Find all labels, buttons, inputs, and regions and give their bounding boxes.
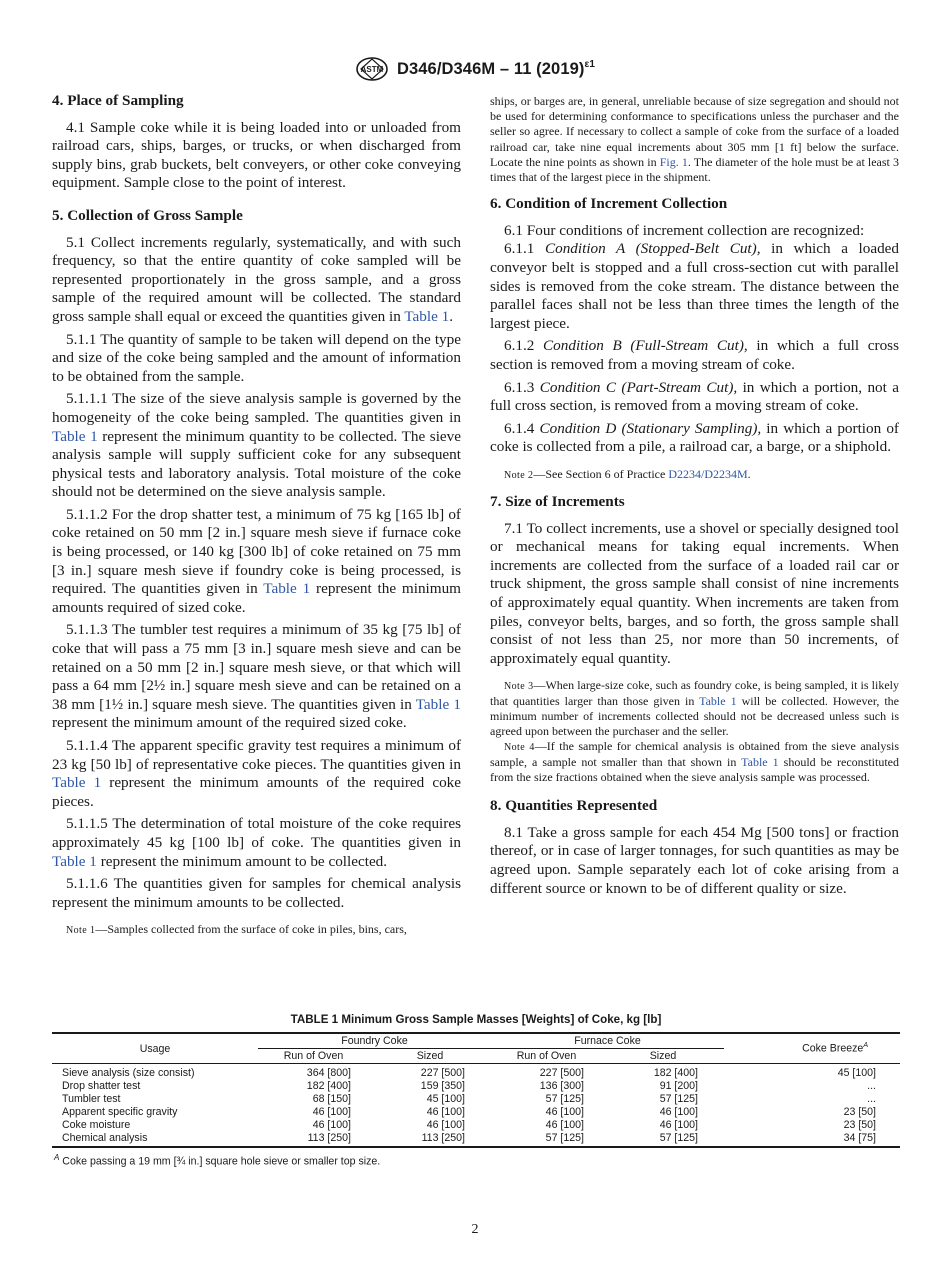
- table-1: [52, 1013, 900, 1168]
- table-footnote: $^A$ Coke passing a 19 mm [¾ in.] square hole sieve or smaller top size.: [54, 1153, 381, 1168]
- table-1-link[interactable]: Table 1: [52, 427, 98, 445]
- col-group-foundry: Foundry Coke: [258, 1033, 491, 1049]
- paragraph-5-1-1-6: 5.1.1.6 The quantities given for samples for chemical analysis represent the minimum amounts to be collected.: [52, 875, 461, 911]
- table-1-link[interactable]: Table 1: [404, 307, 450, 325]
- table-1-link[interactable]: Table 1: [52, 774, 102, 792]
- cell-fu-sized: 57 [125]: [602, 1132, 724, 1147]
- cell-f-sized: 46 [100]: [426, 1106, 465, 1118]
- table-row: [52, 1093, 900, 1106]
- table-caption: TABLE 1 Minimum Gross Sample Masses [Weights] of Coke, kg [lb]: [290, 1013, 662, 1026]
- paragraph-6-1-2: 6.1.2 Condition B (Full-Stream Cut), in which a full cross section is removed from a moving stream of coke.: [490, 337, 899, 373]
- paragraph-6-1-1: 6.1.1 Condition A (Stopped-Belt Cut), in which a loaded conveyor belt is stopped and a full cross-section cut with parallel sides is removed from the coke stream. The distance between the parallel faces shall not be less than three times the length of the largest piece.: [490, 240, 900, 332]
- cell-fu-run: 136 [300]: [539, 1080, 584, 1092]
- paragraph-8-1: 8.1 Take a gross sample for each 454 Mg [500 tons] or fraction thereof, or in case of larger tonnages, for such quantities as may be agreed upon. Sample separately each lot of coke arising from a different source or known to be of different quality or size.: [490, 823, 899, 897]
- cell-f-run: 182 [400]: [306, 1080, 351, 1092]
- col-header-usage: Usage: [52, 1033, 258, 1064]
- paragraph-5-1-1-1: 5.1.1.1 The size of the sieve analysis sample is governed by the homogeneity of the coke being sampled. The quantities given in Table 1 represent the minimum quantity to be collected. The sieve analysis sample will supply sufficient coke for any subsequent physical tests and laboratory analysis. Total moisture of the coke should not be determined on the sieve analysis sample.: [52, 390, 461, 501]
- col-group-furnace: Furnace Coke: [491, 1033, 724, 1049]
- cell-usage: Apparent specific gravity: [62, 1106, 178, 1118]
- cell-usage: Tumbler test: [62, 1093, 121, 1105]
- table-row: [52, 1132, 900, 1147]
- section-4-heading: 4. Place of Sampling: [52, 92, 184, 109]
- paragraph-5-1-1-4: 5.1.1.4 The apparent specific gravity test requires a minimum of 23 kg [50 lb] of representative coke pieces. The quantities given in Table 1 represent the minimum amounts of the required coke pieces.: [52, 737, 461, 810]
- cell-fu-run: 57 [125]: [545, 1093, 584, 1105]
- paragraph-6-1-4: 6.1.4 Condition D (Stationary Sampling), in which a portion of coke is collected from a pile, a railroad car, a barge, or a shiphold.: [490, 419, 899, 456]
- note-1-continued: ships, or barges are, in general, unreliable because of size segregation and should not be used for determining conformance to specifications unless the purchaser and the seller so agree. If necessary to collect a sample of coke from the surface of a loaded railroad car, take nine equal increments about 305 mm [1 ft] below the surface. Locate the nine points as shown in Fig. 1. The diameter of the hole must be at least 3 times that of the largest piece in the shipment.: [490, 94, 899, 185]
- section-8-heading: 8. Quantities Represented: [490, 797, 658, 815]
- cell-breeze: ...: [867, 1080, 876, 1092]
- designation-superscript: ε1: [584, 59, 595, 70]
- cell-fu-sized: 91 [200]: [659, 1080, 698, 1092]
- note-4: Note 4—If the sample for chemical analysis is obtained from the sieve analysis sample, a sample not smaller than that shown in Table 1 should be reconstituted from the size fractions obtained when the sieve analysis sample was processed.: [490, 739, 899, 785]
- cell-fu-run: 46 [100]: [545, 1106, 584, 1118]
- cell-fu-sized: 57 [125]: [659, 1093, 698, 1105]
- page-header: [0, 56, 950, 84]
- section-6-heading: 6. Condition of Increment Collection: [490, 195, 728, 213]
- table-row: [52, 1106, 900, 1119]
- cell-usage: Chemical analysis: [52, 1132, 258, 1147]
- col-header-foundry-run: Run of Oven: [258, 1049, 369, 1064]
- left-column: [52, 92, 461, 938]
- note-1-label: Note 1: [66, 925, 96, 937]
- cell-f-run: 364 [800]: [306, 1067, 351, 1079]
- astm-logo-text: ASTM: [360, 65, 384, 74]
- cell-fu-run: 57 [125]: [491, 1132, 602, 1147]
- col-header-furnace-run: Run of Oven: [491, 1049, 602, 1064]
- col-header-foundry-sized: Sized: [369, 1049, 491, 1064]
- cell-f-sized: 159 [350]: [420, 1080, 465, 1092]
- paragraph-7-1: 7.1 To collect increments, use a shovel or specially designed tool or mechanical means for taking equal increments. When increments are collected from the surface of a loaded rail car or truck shipment, the gross sample shall consist of nine increments of approximately equal quantity. When increments are taken from piles, conveyor belts, barges, and so forth, the gross sample shall consist of not less than 25, nor more than 50 increments, of approximately equal quantity.: [490, 519, 899, 667]
- cell-f-run: 46 [100]: [312, 1106, 351, 1118]
- paragraph-6-1: 6.1 Four conditions of increment collection are recognized:: [504, 221, 865, 239]
- page-number: 2: [471, 1222, 479, 1237]
- cell-f-run: 46 [100]: [312, 1119, 351, 1131]
- cell-f-sized: 45 [100]: [426, 1093, 465, 1105]
- paragraph-5-1-1-2: 5.1.1.2 For the drop shatter test, a minimum of 75 kg [165 lb] of coke retained on 50 mm [2 in.] square mesh sieve if furnace coke is being processed, or 140 kg [300 lb] of coke retained on 75 mm [3 in.] square mesh sieve if foundry coke is being processed, is required. The quantities given in Table 1 represent the minimum amounts required of sized coke.: [52, 505, 461, 616]
- cell-f-run: 113 [250]: [258, 1132, 369, 1147]
- col-header-furnace-sized: Sized: [602, 1049, 724, 1064]
- section-7-heading: 7. Size of Increments: [490, 492, 625, 510]
- paragraph-6-1-3: 6.1.3 Condition C (Part-Stream Cut), in which a portion, not a full cross section, is removed from a moving stream of coke.: [490, 378, 899, 415]
- table-1-link[interactable]: Table 1: [741, 755, 779, 770]
- cell-breeze: 23 [50]: [843, 1106, 876, 1118]
- cell-fu-run: 227 [500]: [539, 1067, 584, 1079]
- note-2-label: Note 2: [504, 469, 534, 481]
- paragraph-5-1: 5.1 Collect increments regularly, systematically, and with such frequency, so that the entire quantity of coke sampled will be represented proportionately in the gross sample, and a gross sample of the required amount will be collected. The standard gross sample shall equal or exceed the quantities given in Table 1.: [52, 233, 461, 325]
- cell-f-sized: 113 [250]: [369, 1132, 491, 1147]
- table-1-link[interactable]: Table 1: [699, 694, 737, 709]
- cell-fu-sized: 182 [400]: [653, 1067, 698, 1079]
- cell-f-run: 68 [150]: [312, 1093, 351, 1105]
- cell-usage: Coke moisture: [62, 1119, 131, 1131]
- cell-fu-sized: 46 [100]: [659, 1106, 698, 1118]
- cell-breeze: ...: [867, 1093, 876, 1105]
- note-3: Note 3—When large-size coke, such as foundry coke, is being sampled, it is likely that quantities larger than those given in Table 1 will be collected. However, the minimum number of increments collected should not be decreased unless such is agreed upon between the purchaser and the seller.: [490, 678, 899, 739]
- cell-breeze: 34 [75]: [724, 1132, 900, 1147]
- cell-f-sized: 46 [100]: [426, 1119, 465, 1131]
- paragraph-4-1: 4.1 Sample coke while it is being loaded into or unloaded from railroad cars, ships, barges, or trucks, or when discharged from supply bins, grab buckets, belt conveyers, or other coke conveying equipment. Sample close to the point of interest.: [52, 118, 461, 192]
- cell-usage: Drop shatter test: [62, 1080, 141, 1092]
- practice-d2234-link[interactable]: D2234/D2234M: [668, 466, 748, 481]
- cell-fu-run: 46 [100]: [545, 1119, 584, 1131]
- paragraph-5-1-1-5: 5.1.1.5 The determination of total moisture of the coke requires approximately 45 kg [100 lb] of coke. The quantities given in Table 1 represent the minimum amount to be collected.: [52, 815, 461, 870]
- cell-f-sized: 227 [500]: [420, 1067, 465, 1079]
- col-header-breeze: Coke Breeze$^A$: [724, 1033, 900, 1064]
- table-row: [52, 1064, 900, 1081]
- cell-breeze: 23 [50]: [843, 1119, 876, 1131]
- table-row: [52, 1119, 900, 1132]
- figure-1-link[interactable]: Fig. 1: [659, 154, 688, 169]
- section-5-heading: 5. Collection of Gross Sample: [52, 206, 243, 224]
- cell-fu-sized: 46 [100]: [659, 1119, 698, 1131]
- note-1: Note 1—Samples collected from the surface of coke in piles, bins, cars,: [66, 922, 407, 937]
- paragraph-5-1-1: 5.1.1 The quantity of sample to be taken will depend on the type and size of the coke being sampled and the amount of information to be obtained from the sample.: [52, 330, 461, 385]
- designation-text: D346/D346M – 11 (2019): [396, 60, 585, 78]
- paragraph-5-1-1-3: 5.1.1.3 The tumbler test requires a minimum of 35 kg [75 lb] of coke that will pass a 75 mm [3 in.] square mesh sieve and can be retained on a 50 mm [2 in.] square mesh sieve, or that which will pass a 64 mm [2½ in.] square mesh sieve and can be retained on a 38 mm [1½ in.] square mesh sieve. The quantities given in Table 1 represent the minimum amount of the required sized coke.: [52, 621, 461, 732]
- note-4-label: Note 4: [504, 742, 535, 754]
- cell-breeze: 45 [100]: [837, 1067, 876, 1079]
- table-row: [52, 1080, 900, 1093]
- right-column: [490, 94, 899, 898]
- table-1-link[interactable]: Table 1: [52, 852, 97, 870]
- table-1-link[interactable]: Table 1: [263, 580, 311, 598]
- note-3-label: Note 3: [504, 681, 534, 693]
- document-designation: [397, 59, 595, 79]
- note-2: Note 2—See Section 6 of Practice D2234/D2234M.: [504, 466, 751, 481]
- table-1-link[interactable]: Table 1: [415, 695, 461, 713]
- sample-masses-table: [52, 1032, 900, 1148]
- astm-logo-icon: [355, 56, 389, 82]
- cell-usage: Sieve analysis (size consist): [62, 1067, 195, 1079]
